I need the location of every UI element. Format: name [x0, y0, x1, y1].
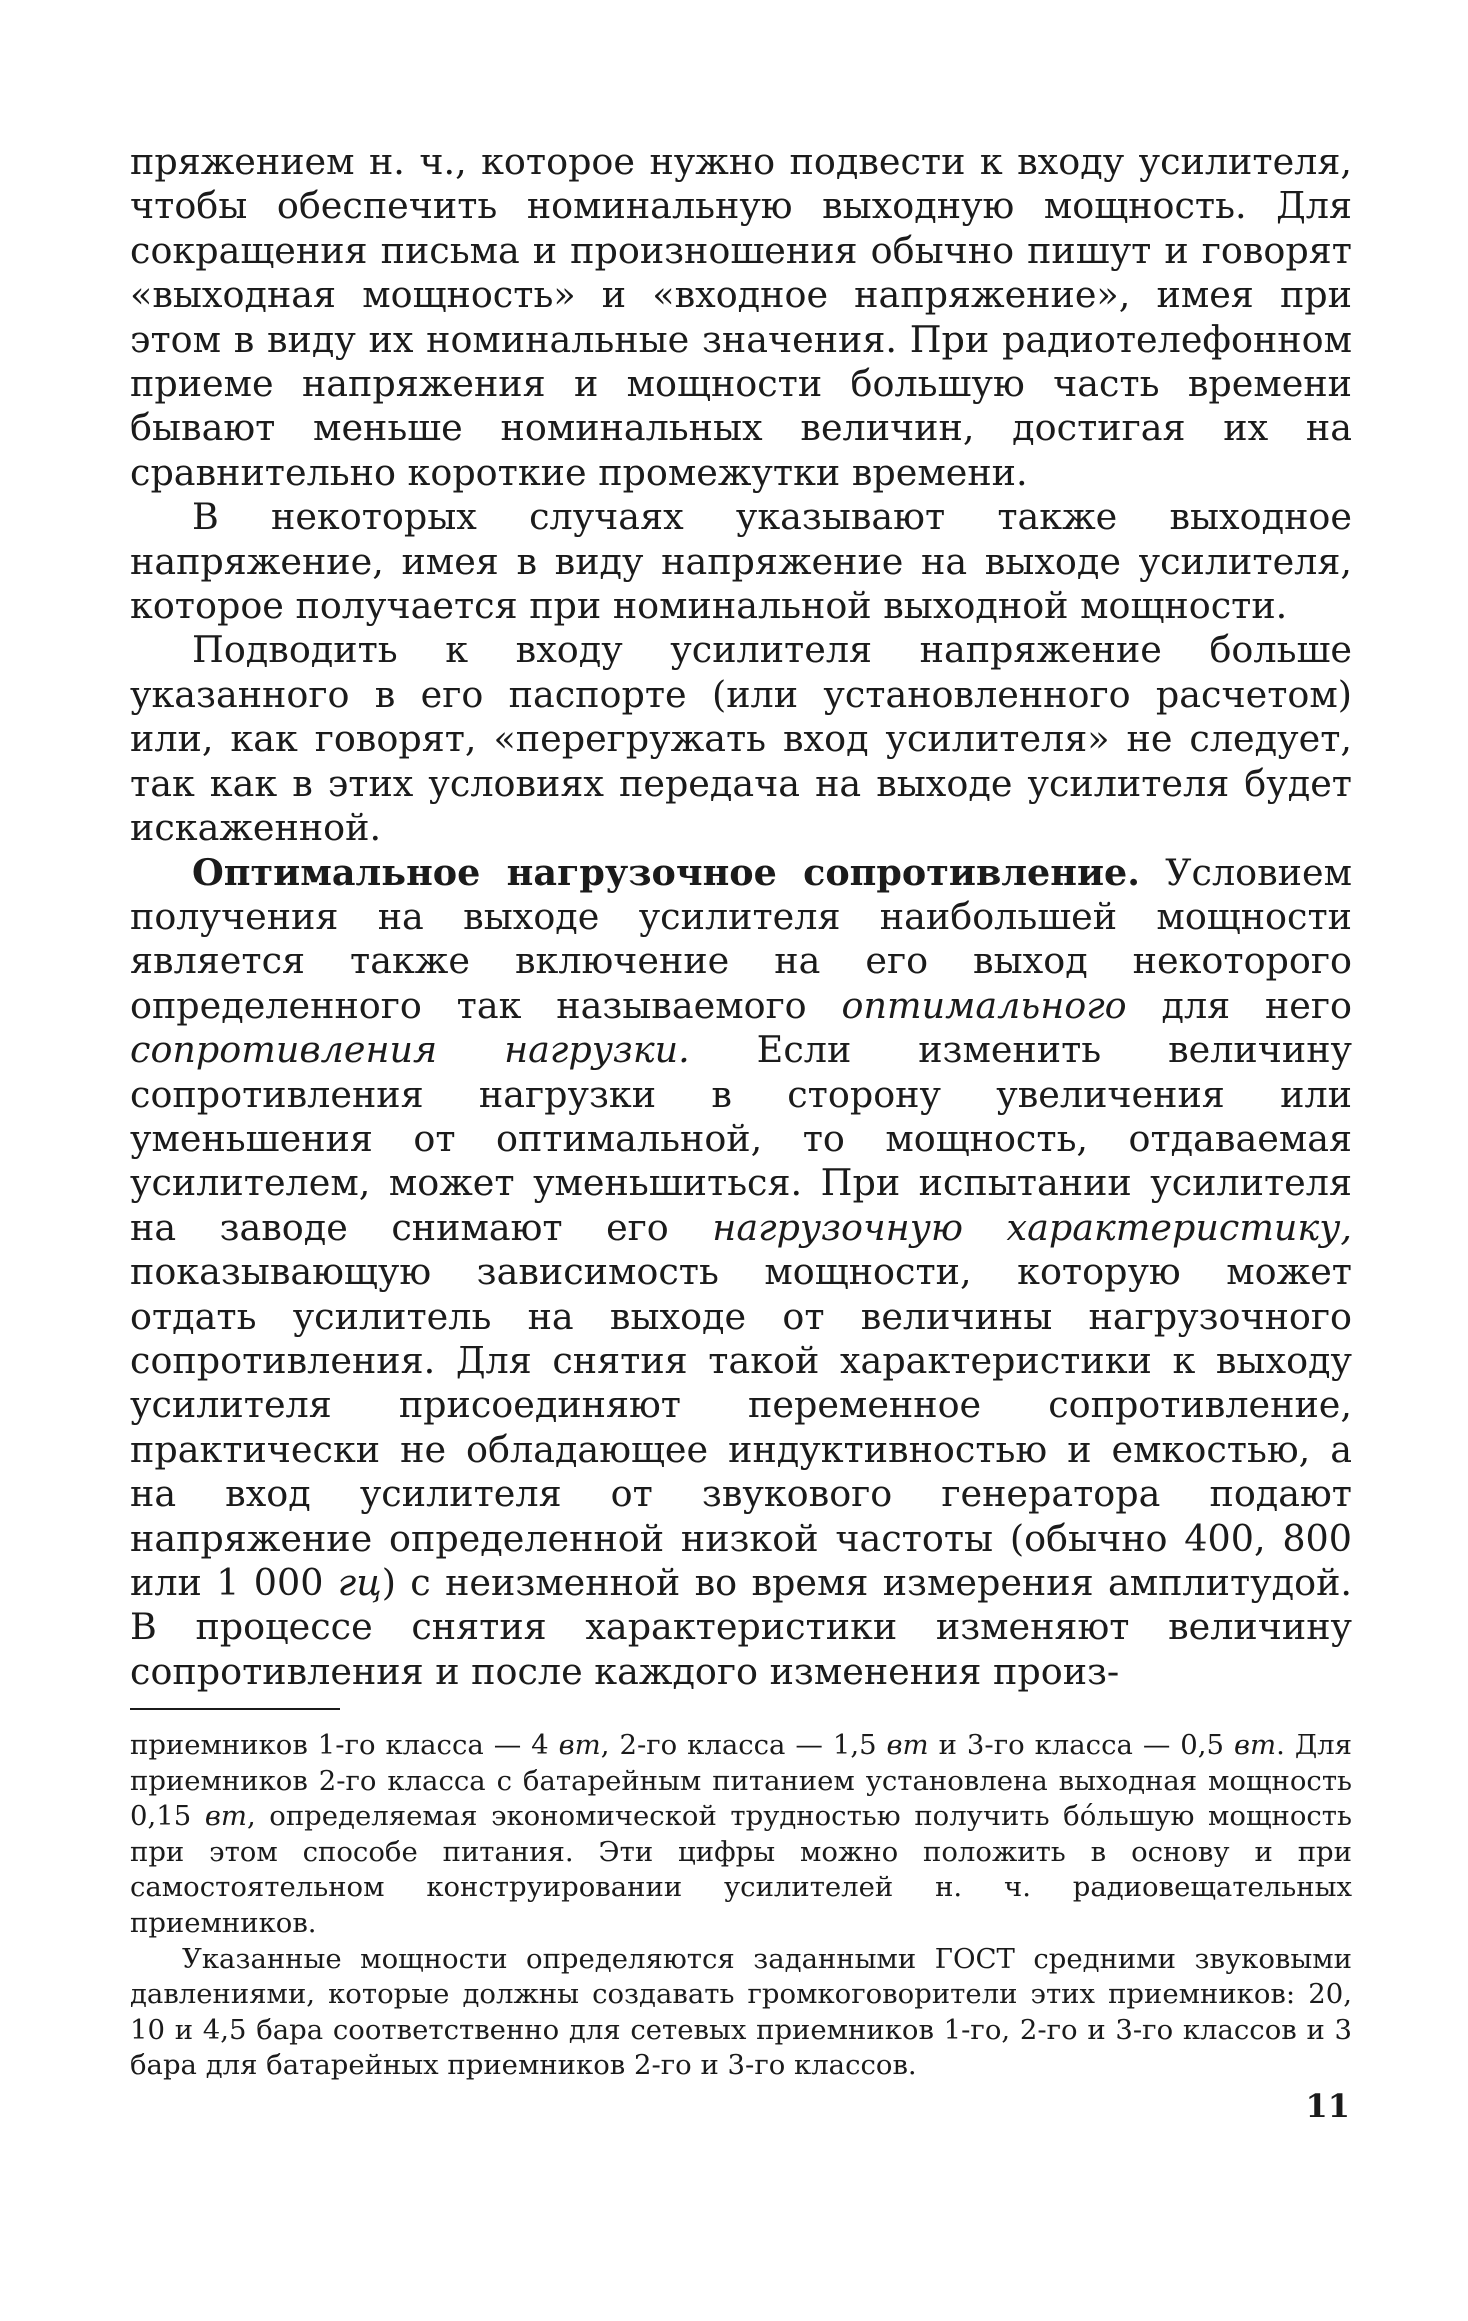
paragraph-3: Подводить к входу усилителя напряжение больше указанного в его паспорте (или установленного расчетом) или, как говорят, «перегружать вход усилителя» не следует, так как в этих условиях передача на выходе усилителя будет искаженной.	[130, 628, 1352, 850]
paragraph-4-text-3: Если изменить величину сопротивления нагрузки в сторону увеличения или уменьшения от оптимальной, то мощность, отдаваемая усилителем, может уменьшиться. При испытании усилителя на заводе снимают его	[130, 1028, 1353, 1249]
footnote-2: Указанные мощности определяются заданными ГОСТ средними звуковыми давлениями, которые должны создавать громкоговорители этих приемников: 20, 10 и 4,5 бара соответственно для сетевых приемников 1-го, 2-го и 3-го классов и 3 бара для батарейных приемников 2-го и 3-го классов.	[130, 1942, 1352, 2082]
term-load-resistance: сопротивления нагрузки.	[130, 1028, 690, 1072]
footnote-divider	[130, 1708, 340, 1710]
footnotes	[130, 1728, 1352, 2084]
unit-watt: вт	[204, 1800, 247, 1833]
footnote-1-text-2: , 2-го класса — 1,5	[600, 1729, 887, 1761]
term-load-characteristic: нагрузочную характеристику,	[712, 1205, 1353, 1249]
unit-hz: гц	[337, 1561, 382, 1604]
paragraph-2: В некоторых случаях указывают также выходное напряжение, имея в виду напряжение на выходе усилителя, которое получается при номинальной выходной мощности.	[130, 495, 1352, 628]
unit-watt: вт	[886, 1729, 929, 1761]
footnote-1	[130, 1728, 1352, 1942]
paragraph-4	[130, 851, 1352, 1695]
unit-watt: вт	[1234, 1729, 1277, 1761]
section-heading: Оптимальное нагрузочное сопротивление.	[192, 850, 1140, 894]
footnote-1-text-1: приемников 1-го класса — 4	[130, 1729, 559, 1761]
paragraph-4-text-1: Условием получения на выходе усилителя наибольшей мощности является также включение на его выход некоторого определенного так называемого	[130, 850, 1352, 1027]
footnote-1-text-3: и 3-го класса — 0,5	[928, 1729, 1235, 1761]
unit-watt: вт	[558, 1729, 601, 1761]
term-optimal: оптимального	[841, 983, 1127, 1027]
footnote-1-text-4: . Для приемников 2-го класса с батарейным питанием установлена выходная мощность 0,15	[130, 1729, 1352, 1833]
page-number: 11	[1305, 2087, 1350, 2125]
body-text	[130, 140, 1352, 1694]
footnote-1-text-5: , определяемая экономической трудностью получить бо́льшую мощность при этом способе питания. Эти цифры можно положить в основу и при самостоятельном конструировании усилителей н. ч. радиовещательных приемников.	[130, 1800, 1352, 1939]
paragraph-1: пряжением н. ч., которое нужно подвести к входу усилителя, чтобы обеспечить номинальную выходную мощность. Для сокращения письма и произношения обычно пишут и говорят «выходная мощность» и «входное напряжение», имея при этом в виду их номинальные значения. При радиотелефонном приеме напряжения и мощности большую часть времени бывают меньше номинальных величин, достигая их на сравнительно короткие промежутки времени.	[130, 140, 1352, 494]
paragraph-4-text-2: для него	[1126, 983, 1353, 1027]
paragraph-4-text-4: показывающую зависимость мощности, которую может отдать усилитель на выходе от величины нагрузочного сопротивления. Для снятия такой характеристики к выходу усилителя присоединяют переменное сопротивление, практически не обладающее индуктивностью и емкостью, а на вход усилителя от звукового генератора подают напряжение определенной низкой частоты (обычно 400, 800 или 1 000	[130, 1250, 1352, 1604]
paragraph-4-text-5: ) с неизменной во время измерения амплитудой. В процессе снятия характеристики изменяют величину сопротивления и после каждого изменения произ-	[130, 1561, 1352, 1693]
page-body	[130, 140, 1352, 1694]
